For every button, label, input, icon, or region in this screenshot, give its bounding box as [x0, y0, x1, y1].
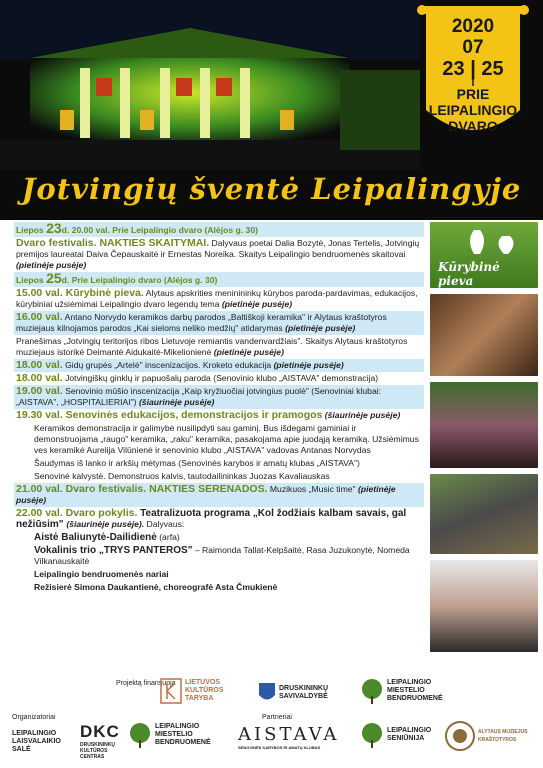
- day2-place: d. Prie Leipalingio dvaro (Alėjos g. 30): [61, 275, 218, 285]
- item-note: (pietinėje pusėje): [285, 323, 356, 333]
- item-note: (šiaurinėje pusėje): [138, 397, 215, 407]
- kurybine-pieva-image: [430, 222, 538, 288]
- trio-name: Vokalinis trio „TRYS PANTEROS": [34, 545, 193, 556]
- trio-members: – Raimonda Tallat-Kelpšaitė, Rasa Juzukonytė, Nomeda Vilkanauskaitė: [34, 545, 410, 566]
- kurybine-label: Kūrybinė pieva: [438, 260, 500, 288]
- day1-date: 23: [46, 220, 62, 236]
- dkc-sub: DRUSKININKŲ KULTŪROS CENTRAS: [80, 742, 115, 760]
- hands-clay-image: [430, 294, 538, 376]
- item-note: (pietinėje pusėje): [16, 484, 396, 505]
- item-time: 16.00 val.: [16, 311, 63, 323]
- item-note: (pietinėje pusėje): [16, 260, 87, 270]
- item-note: (pietinėje pusėje): [273, 360, 344, 370]
- performer-role: (arfa): [156, 532, 180, 542]
- item-head: 19.30 val. Senovinės edukacijos, demonstracijos ir pramogos: [16, 409, 323, 421]
- tree-icon: [128, 722, 152, 748]
- item-directors: Režisierė Simona Daukantienė, choreografė Asta Čmukienė: [34, 582, 278, 592]
- item-time: 18.00 val.: [16, 359, 63, 371]
- place-line-2: LEIPALINGIO: [428, 102, 518, 118]
- item-smithing: Senovinė kalvystė. Demonstruos kalvis, tautodailininkas Juozas Kavaliauskas: [34, 471, 330, 481]
- dkc-text: DKC: [80, 722, 120, 741]
- lmb2-logo: [128, 722, 219, 748]
- day2-date: 25: [46, 270, 62, 286]
- lmb-logo: [360, 678, 457, 704]
- alytaus-logo: [444, 720, 536, 752]
- druskininku-logo: [258, 682, 351, 704]
- item-text: Alytaus apskrities meninininkų kūrybos paroda-pardavimas, edukacijos, kūrybiniai užsiėmimai Leipalingio dvaro legendų tema: [16, 288, 418, 309]
- item-note: (pietinėje pusėje): [221, 299, 293, 309]
- item-time: 18.00 val.: [16, 372, 63, 384]
- lkt-logo: [160, 678, 243, 704]
- druskininku-text: DRUSKININKŲ SAVIVALDYBĖ: [279, 685, 328, 700]
- item-note: (pietinėje pusėje): [213, 347, 284, 357]
- dkc-logo: [80, 722, 120, 760]
- seniunija-logo: [360, 722, 445, 748]
- item-lecture: [14, 335, 424, 359]
- item-community: Leipalingio bendruomenės nariai: [34, 569, 169, 579]
- item-education-text: Keramikos demonstracija ir galimybė nusilipdyti sau gaminį. Bus išdegami gaminiai ir demonstruojama „raugo" keramika, „raku" keramika, pasakojama apie juodąją keramiką. Užsiėmimus ves keramikė Aurelija Vilūnienė ir senovinio klubo „AISTAVA" vadovas Antanas Norvydas: [34, 423, 419, 455]
- seniunija-text: LEIPALINGIO SENIŪNIJA: [387, 727, 432, 742]
- program-list: [14, 222, 424, 594]
- day1-place: d. 20.00 val. Prie Leipalingio dvaro (Alėjos g. 30): [61, 225, 258, 235]
- item-text: Antano Norvydo keramikos darbų parodos „Baltiškoji keramika" ir Alytaus kraštotyros muziejaus kilnojamos parodos „Kai sieloms neliko medžių" atidarymas: [16, 312, 387, 333]
- manor-photo: [0, 0, 420, 170]
- item-note: (šiaurinėje pusėje).: [66, 519, 145, 529]
- costumed-ladies-image: [430, 382, 538, 468]
- item-education: [14, 409, 424, 422]
- item-text: Teatralizuota programa „Kol žodžiais kalbam savais, gal nežiūsim": [16, 508, 407, 530]
- item-note: (šiaurinėje pusėje): [322, 410, 401, 420]
- place-line-1: PRIE: [456, 86, 490, 102]
- item-text: Pranešimas „Jotvingių teritorijos ribos Lietuvoje remiantis vandenvardžiais". Skaitys Alytaus kraštotyros muziejaus istorikė Deimantė Aidukaitė-Mikelionienė: [16, 336, 408, 357]
- item-night-readings: [14, 237, 424, 272]
- lmb-text: LEIPALINGIO MIESTELIO BENDRUOMENĖ: [387, 679, 443, 702]
- item-head: Dvaro festivalis. NAKTIES SKAITYMAI.: [16, 237, 210, 249]
- footer-logos: [0, 678, 543, 768]
- item-tail: Dalyvaus:: [144, 519, 185, 529]
- item-text: Dalyvaus poetai Dalia Bozytė, Jonas Tertelis, Jotvingių premijos laureatai Daiva Čepauskaitė ir Ernestas Noreika. Skaitys Leipalingio bendruomenės skaitovai: [16, 238, 420, 259]
- item-ceramics-exhibition: [14, 311, 424, 335]
- lls-text: LEIPALINGIO LAISVALAIKIO SALĖ: [12, 730, 61, 753]
- partners-label: [262, 714, 292, 721]
- item-head: 15.00 val. Kūrybinė pieva.: [16, 287, 144, 299]
- item-harp: [14, 531, 424, 544]
- alytaus-text: ALYTAUS MUZIEJUS KRAŠTOTYROS: [478, 729, 528, 743]
- lls-logo: [12, 730, 74, 754]
- item-text: Gidų grupės „Artelė" inscenizacijos. Kroketo edukacija: [62, 360, 274, 370]
- day1-month: Liepos: [16, 225, 44, 235]
- header-section: [0, 0, 543, 220]
- performer-name: Aistė Baliunytė-Dailidienė: [34, 532, 157, 543]
- side-images: [430, 222, 538, 658]
- item-time: 19.00 val.: [16, 385, 63, 397]
- aistava-sub: SENOVINĖS KARYBOS IR AMATŲ KLUBAS: [238, 745, 321, 750]
- item-head: 22.00 val. Dvaro pokylis.: [16, 507, 138, 519]
- item-head: 21.00 val. Dvaro festivalis. NAKTIES SERENADOS.: [16, 483, 268, 495]
- tree-icon: [360, 722, 384, 748]
- lmb2-text: LEIPALINGIO MIESTELIO BENDRUOMENĖ: [155, 723, 211, 746]
- item-trio: [14, 544, 424, 568]
- item-text: Senovinio mūšio inscenizacija „Kaip kryžiuočiai jotvingius puolė" (Senoviniai klubai: „AISTAVA", „HOSPITALIERIAI"): [16, 386, 382, 407]
- organizers-text: Organizatoriai: [12, 714, 56, 721]
- date-banner-text: [412, 8, 534, 134]
- day2-month: Liepos: [16, 275, 44, 285]
- item-creative-meadow: [14, 287, 424, 311]
- museum-seal-icon: [444, 720, 476, 752]
- pottery-icon: [464, 226, 534, 256]
- item-text: Muzikuos „Music time": [267, 484, 358, 494]
- item-weapons: [14, 372, 424, 385]
- days: 23 | 25: [442, 58, 504, 80]
- druskininku-icon: [258, 682, 276, 704]
- day2-header: [14, 272, 424, 287]
- lkt-text: LIETUVOS KULTŪROS TARYBA: [185, 679, 224, 702]
- page-title: Jotvingių šventė Leipalingyje: [21, 172, 522, 206]
- organizers-label: [12, 714, 56, 721]
- tree-icon: [360, 678, 384, 704]
- item-serenades: [14, 483, 424, 507]
- knights-image: [430, 474, 538, 554]
- year: 2020: [451, 16, 495, 37]
- day1-header: [14, 222, 424, 237]
- month: 07: [462, 37, 484, 58]
- item-battle: [14, 385, 424, 409]
- aistava-logo: [238, 724, 348, 750]
- partners-text: Partneriai: [262, 714, 292, 721]
- place-line-3: DVARO: [448, 118, 498, 134]
- item-guides: [14, 359, 424, 372]
- item-text: Jotvingiškų ginklų ir papuošalų paroda (Senovinio klubo „AISTAVA" demonstracija): [62, 373, 379, 383]
- lkt-icon: [160, 678, 182, 704]
- trio-panteros-image: [430, 560, 538, 652]
- aistava-text: AISTAVA: [238, 724, 340, 745]
- item-archery: Šaudymas iš lanko ir arkšių mėtymas (Senovinės karybos ir amatų klubas „AISTAVA"): [34, 458, 360, 468]
- funded-text: Projektą finansuoja: [116, 680, 176, 687]
- item-feast: [14, 507, 424, 531]
